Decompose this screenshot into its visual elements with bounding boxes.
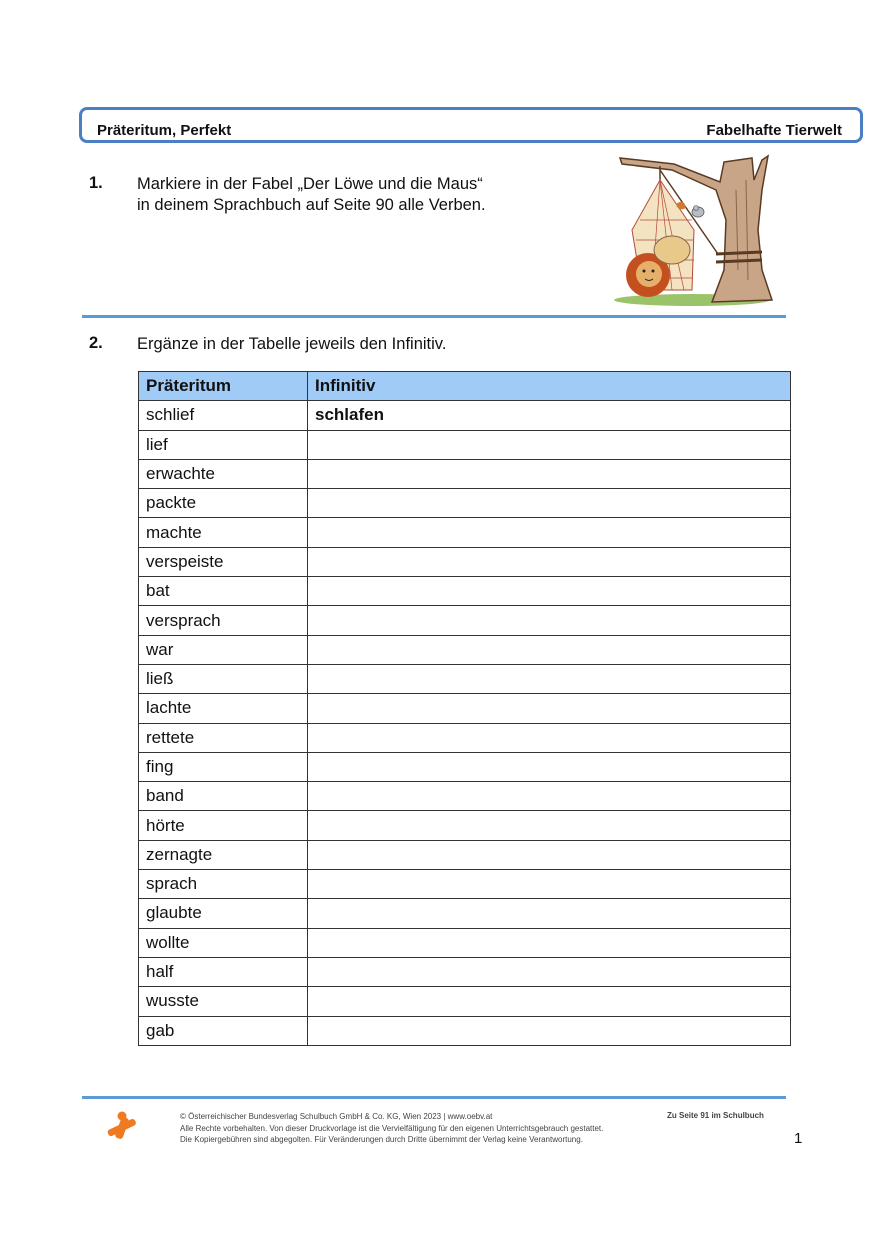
infinitiv-cell[interactable] [308, 489, 791, 518]
copyright-line2: Alle Rechte vorbehalten. Von dieser Druckvorlage ist die Vervielfältigung für den eigenen Unterrichtsgebrauch gestattet. [180, 1123, 604, 1133]
copyright-line1: © Österreichischer Bundesverlag Schulbuch GmbH & Co. KG, Wien 2023 | www.oebv.at [180, 1112, 493, 1121]
schoolbook-reference: Zu Seite 91 im Schulbuch [667, 1111, 764, 1120]
table-row [139, 635, 791, 664]
table-row [139, 430, 791, 459]
table-row [139, 723, 791, 752]
table-row [139, 899, 791, 928]
table-header-row [139, 372, 791, 401]
praeteritum-cell: gab [139, 1016, 308, 1045]
table-row [139, 577, 791, 606]
verb-table [138, 371, 791, 1046]
task2-instruction: Ergänze in der Tabelle jeweils den Infinitiv. [137, 335, 447, 353]
praeteritum-cell: zernagte [139, 840, 308, 869]
infinitiv-cell[interactable] [308, 547, 791, 576]
praeteritum-cell: lachte [139, 694, 308, 723]
infinitiv-cell[interactable] [308, 430, 791, 459]
praeteritum-cell: war [139, 635, 308, 664]
oebv-logo-icon [103, 1109, 141, 1147]
praeteritum-cell: glaubte [139, 899, 308, 928]
table-row [139, 870, 791, 899]
lion-in-net-under-tree-with-mouse-illustration [612, 150, 778, 310]
task2-number: 2. [89, 334, 103, 352]
table-row [139, 957, 791, 986]
header-topic: Präteritum, Perfekt [97, 122, 232, 139]
table-row [139, 664, 791, 693]
infinitiv-cell[interactable] [308, 870, 791, 899]
praeteritum-cell: half [139, 957, 308, 986]
praeteritum-cell: band [139, 782, 308, 811]
table-row [139, 606, 791, 635]
footer-divider [82, 1096, 786, 1099]
infinitiv-cell[interactable] [308, 1016, 791, 1045]
copyright-notice [180, 1111, 603, 1146]
infinitiv-cell[interactable] [308, 694, 791, 723]
praeteritum-cell: verspeiste [139, 547, 308, 576]
table-row [139, 1016, 791, 1045]
table-row [139, 782, 791, 811]
task1-line1: Markiere in der Fabel „Der Löwe und die Maus“ [137, 175, 483, 193]
table-row [139, 752, 791, 781]
table-row [139, 459, 791, 488]
praeteritum-cell: erwachte [139, 459, 308, 488]
table-row [139, 811, 791, 840]
infinitiv-cell[interactable] [308, 957, 791, 986]
task1-instruction [137, 174, 486, 216]
table-row [139, 694, 791, 723]
infinitiv-cell[interactable]: schlafen [308, 401, 791, 430]
praeteritum-cell: hörte [139, 811, 308, 840]
table-row [139, 489, 791, 518]
infinitiv-cell[interactable] [308, 811, 791, 840]
praeteritum-cell: sprach [139, 870, 308, 899]
praeteritum-cell: rettete [139, 723, 308, 752]
infinitiv-cell[interactable] [308, 987, 791, 1016]
table-row [139, 840, 791, 869]
table-row [139, 928, 791, 957]
infinitiv-cell[interactable] [308, 782, 791, 811]
table-row [139, 401, 791, 430]
praeteritum-cell: versprach [139, 606, 308, 635]
infinitiv-cell[interactable] [308, 899, 791, 928]
header-infinitiv: Infinitiv [308, 372, 791, 401]
table-row [139, 518, 791, 547]
praeteritum-cell: ließ [139, 664, 308, 693]
copyright-line3: Die Kopiergebühren sind abgegolten. Für Veränderungen durch Dritte übernimmt der Verlag keine Verantwortung. [180, 1135, 583, 1144]
praeteritum-cell: wusste [139, 987, 308, 1016]
table-row [139, 987, 791, 1016]
praeteritum-cell: lief [139, 430, 308, 459]
table-row [139, 547, 791, 576]
infinitiv-cell[interactable] [308, 840, 791, 869]
header-praeteritum: Präteritum [139, 372, 308, 401]
infinitiv-cell[interactable] [308, 664, 791, 693]
infinitiv-cell[interactable] [308, 606, 791, 635]
praeteritum-cell: fing [139, 752, 308, 781]
task1-number: 1. [89, 174, 103, 192]
infinitiv-cell[interactable] [308, 577, 791, 606]
task1-line2: in deinem Sprachbuch auf Seite 90 alle Verben. [137, 196, 486, 214]
infinitiv-cell[interactable] [308, 635, 791, 664]
infinitiv-cell[interactable] [308, 928, 791, 957]
infinitiv-cell[interactable] [308, 459, 791, 488]
infinitiv-cell[interactable] [308, 752, 791, 781]
header-unit: Fabelhafte Tierwelt [706, 122, 842, 139]
praeteritum-cell: bat [139, 577, 308, 606]
page-number: 1 [794, 1130, 803, 1147]
praeteritum-cell: schlief [139, 401, 308, 430]
worksheet-header [79, 107, 863, 143]
section-divider [82, 315, 786, 318]
praeteritum-cell: machte [139, 518, 308, 547]
infinitiv-cell[interactable] [308, 723, 791, 752]
infinitiv-cell[interactable] [308, 518, 791, 547]
praeteritum-cell: wollte [139, 928, 308, 957]
praeteritum-cell: packte [139, 489, 308, 518]
